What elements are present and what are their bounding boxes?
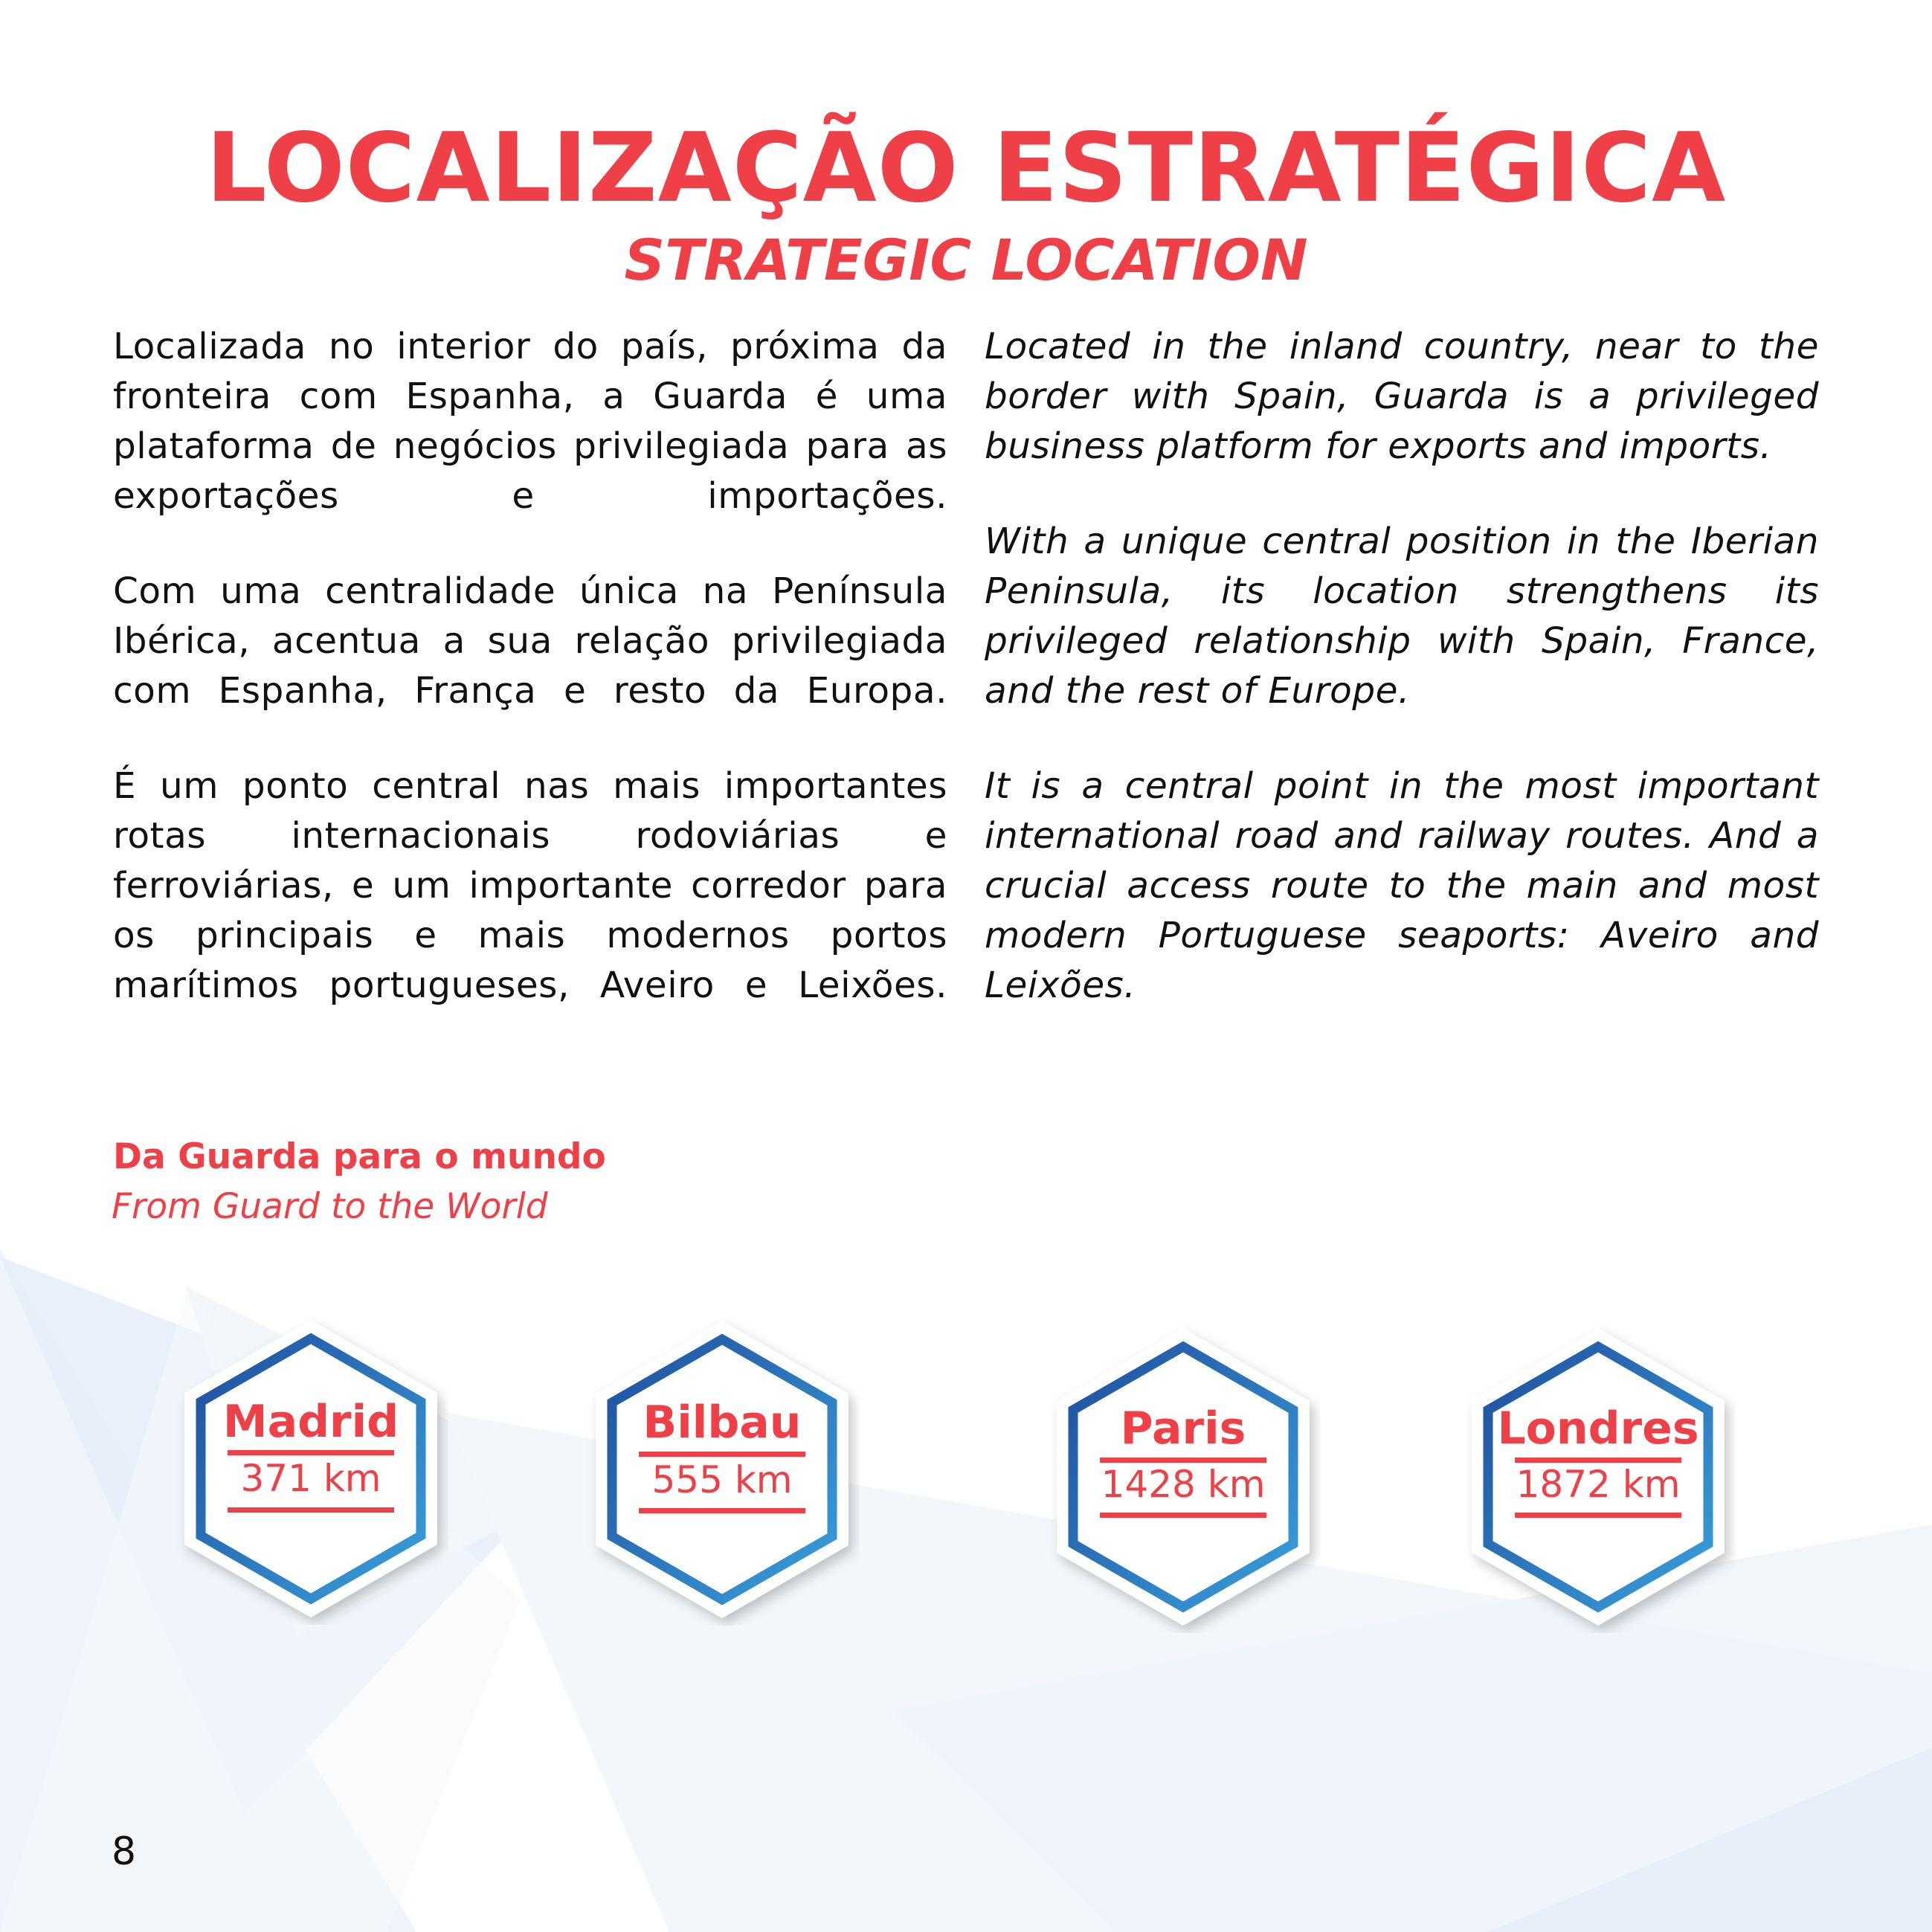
portuguese-text-column (113, 322, 947, 1011)
en-paragraph-2: With a unique central position in the Iberian Peninsula, its location strengthens its privileged relationship with Spain, France, and the rest of Europe. (985, 521, 1819, 712)
destination-city: Londres (1497, 1403, 1699, 1455)
destination-distance: 555 km (651, 1458, 793, 1501)
en-paragraph-1: Located in the inland country, near to the border with Spain, Guarda is a privileged business platform for exports and imports. (985, 326, 1819, 467)
destination-city: Madrid (222, 1396, 399, 1448)
pt-paragraph-1: Localizada no interior do país, próxima da fronteira com Espanha, a Guarda é uma plataforma de negócios privilegiada para as exportações e importações. (113, 326, 947, 517)
distance-underline (1515, 1513, 1681, 1518)
destination-distance: 371 km (240, 1457, 381, 1500)
page-number: 8 (112, 1829, 137, 1874)
section-title: Da Guarda para o mundo (113, 1136, 606, 1177)
pt-paragraph-3: É um ponto central nas mais importantes rotas internacionais rodoviárias e ferroviárias, e um importante corredor para os principais e mais modernos portos marítimos portugueses, Aveiro e Leixões. (113, 765, 947, 1006)
english-text-column (985, 322, 1819, 1011)
distance-underline (639, 1508, 805, 1513)
page-subtitle: STRATEGIC LOCATION (624, 227, 1308, 293)
destination-badge-bilbau (585, 1313, 860, 1626)
section-subtitle: From Guard to the World (112, 1186, 548, 1227)
destination-city: Paris (1120, 1403, 1246, 1455)
destination-badge-paris (1046, 1321, 1321, 1633)
city-underline (228, 1450, 394, 1455)
destination-city: Bilbau (643, 1397, 802, 1449)
distance-underline (1100, 1513, 1266, 1518)
en-paragraph-3: It is a central point in the most important international road and railway routes. And a crucial access route to the main and most modern Portuguese seaports: Aveiro and Leixões. (985, 765, 1819, 1006)
destination-badge-madrid (173, 1313, 448, 1625)
destination-distance: 1428 km (1101, 1463, 1266, 1506)
city-underline (639, 1452, 805, 1457)
destination-distance: 1872 km (1516, 1463, 1681, 1506)
pt-paragraph-2: Com uma centralidade única na Península Ibérica, acentua a sua relação privilegiada com Espanha, França e resto da Europa. (113, 570, 947, 712)
page-title: LOCALIZAÇÃO ESTRATÉGICA (205, 113, 1727, 224)
distance-underline (228, 1507, 394, 1513)
destination-badge-londres (1461, 1321, 1736, 1633)
